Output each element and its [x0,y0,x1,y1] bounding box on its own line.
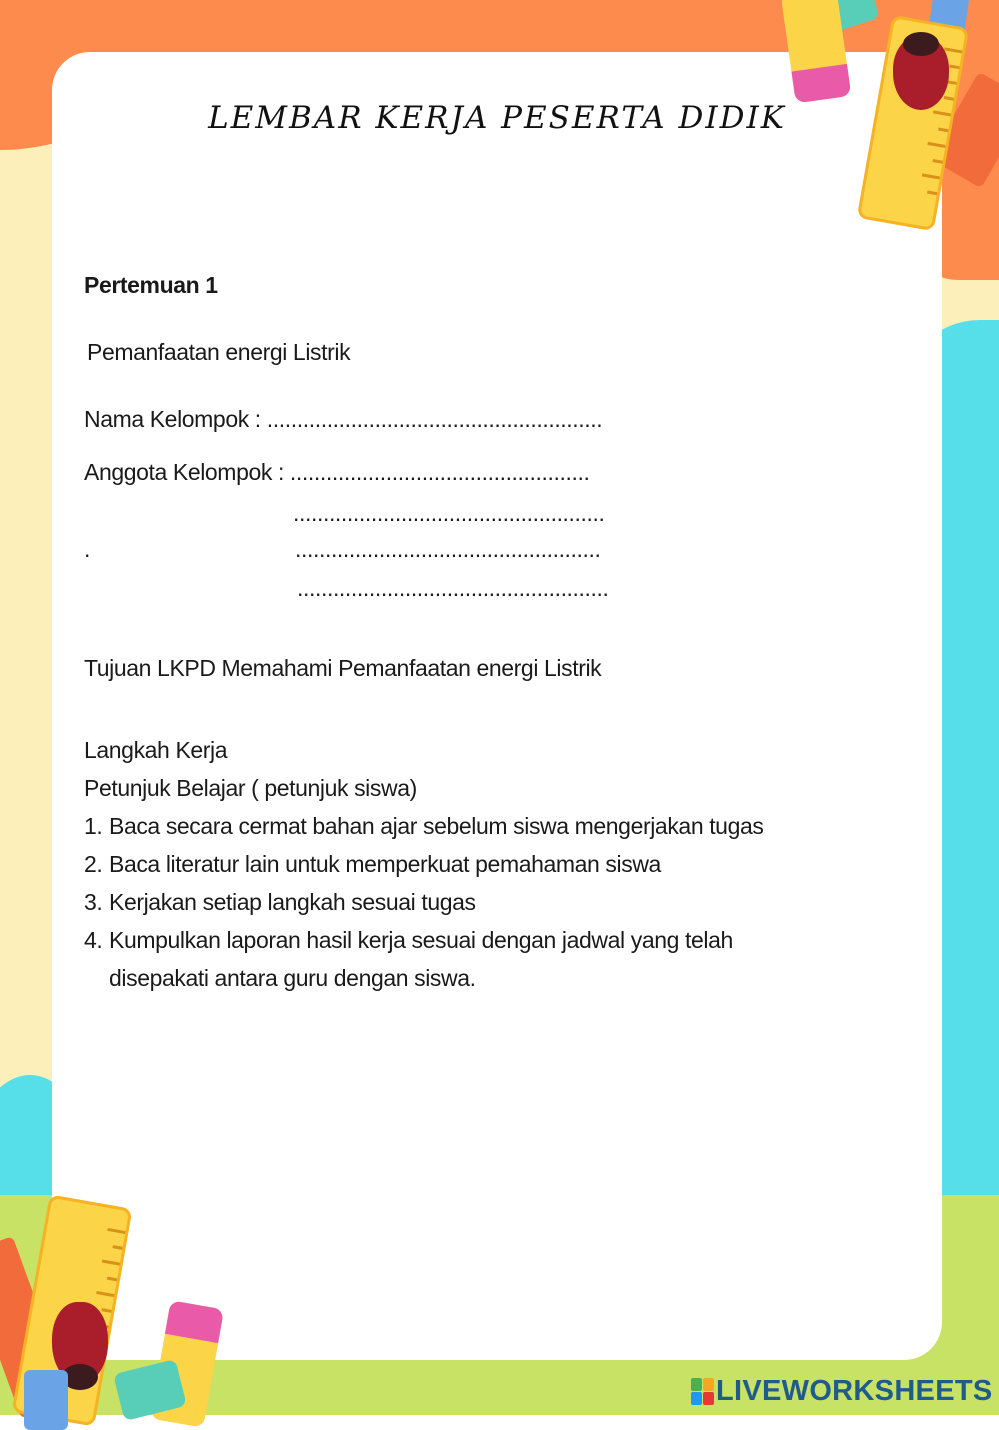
list-item-text: Baca literatur lain untuk memperkuat pemahaman siswa [109,851,661,877]
list-item [84,889,476,916]
member-line-2: ................................................... [295,536,601,562]
liveworksheets-logo[interactable] [691,1376,993,1406]
worksheet-paper [52,52,942,1360]
list-item-continuation: disepakati antara guru dengan siswa. [109,965,476,991]
liveworksheets-logo-icon [691,1378,713,1404]
group-name-field: Nama Kelompok : ........................................................ [84,406,603,432]
list-item-text: Kerjakan setiap langkah sesuai tugas [109,889,476,915]
member-line-1: .................................................... [293,500,605,526]
logo-square-orange [703,1378,714,1391]
worksheet-title: LEMBAR KERJA PESERTA DIDIK [208,100,786,136]
steps-heading: Langkah Kerja [84,737,228,763]
member-dot-marker: . [84,536,90,562]
list-item-number: 1. [84,813,103,839]
logo-square-blue [691,1392,702,1405]
meeting-heading: Pertemuan 1 [84,272,218,298]
logo-text: LIVEWORKSHEETS [716,1374,993,1407]
group-members-field: Anggota Kelompok : .................................................. [84,459,590,485]
member-line-3: .................................................... [297,575,609,601]
list-item [84,813,763,840]
paintbrush-icon [893,36,949,110]
list-item [84,927,733,954]
list-item-text: Baca secara cermat bahan ajar sebelum siswa mengerjakan tugas [109,813,764,839]
list-item-number: 3. [84,889,103,915]
topic-text: Pemanfaatan energi Listrik [87,339,351,365]
list-item-number: 2. [84,851,103,877]
list-item [84,851,661,878]
instructions-heading: Petunjuk Belajar ( petunjuk siswa) [84,775,417,801]
list-item-number: 4. [84,927,103,953]
paintbrush-handle-icon [24,1370,68,1430]
logo-square-green [691,1378,702,1391]
list-item-text: Kumpulkan laporan hasil kerja sesuai dengan jadwal yang telah [109,927,733,953]
objective-text: Tujuan LKPD Memahami Pemanfaatan energi Listrik [84,655,602,681]
logo-square-red [703,1392,714,1405]
